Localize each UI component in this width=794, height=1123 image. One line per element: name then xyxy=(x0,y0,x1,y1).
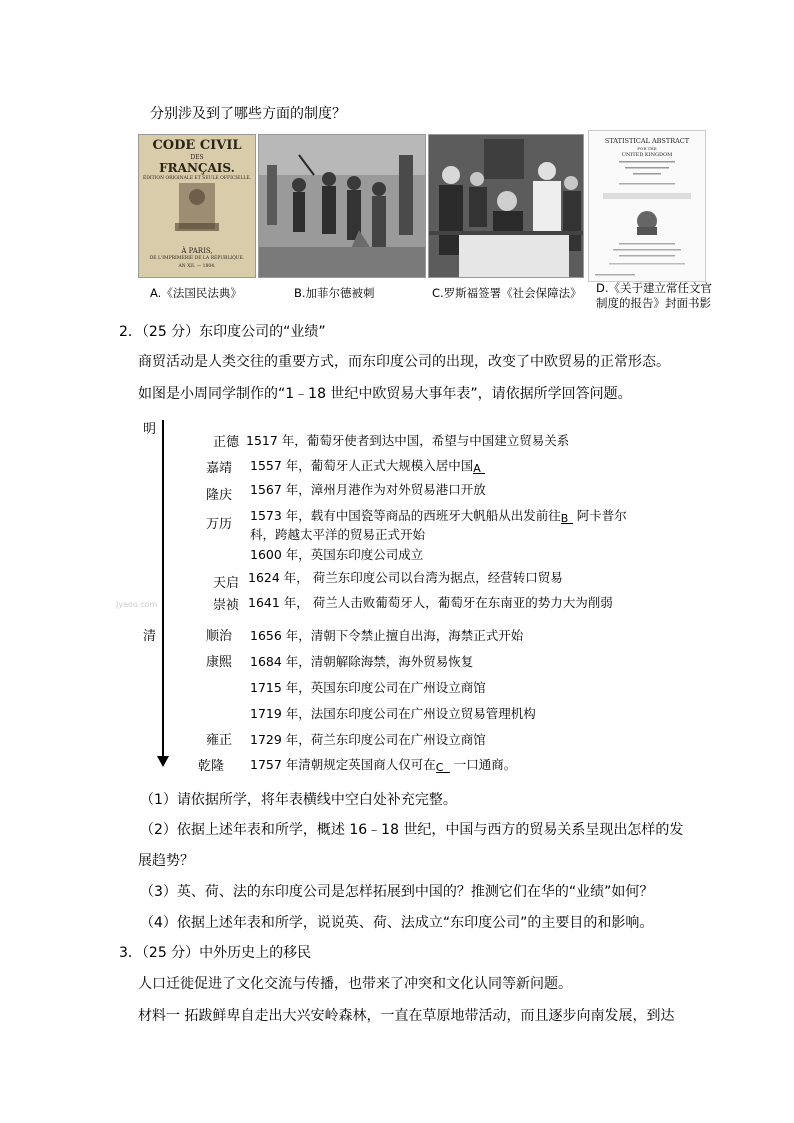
event-1600: 1600 年，英国东印度公司成立 xyxy=(250,547,424,562)
era-tianqi: 天启 xyxy=(213,576,240,591)
image-roosevelt xyxy=(428,134,584,278)
question-2-line2: 展趋势？ xyxy=(138,853,194,869)
stat-cover-details xyxy=(589,131,705,281)
garfield-engraving xyxy=(259,135,425,277)
event-1573 xyxy=(250,507,627,525)
blank-c-label: C xyxy=(435,761,444,774)
image-garfield xyxy=(258,134,426,278)
question-3: （3）英、荷、法的东印度公司是怎样拓展到中国的？推测它们在华的“业绩”如何？ xyxy=(140,884,654,900)
q3-heading: 3．（25 分）中外历史上的移民 xyxy=(119,945,312,961)
caption-a: A.《法国民法典》 xyxy=(150,286,242,300)
roosevelt-photo xyxy=(429,135,583,277)
code-civil-place: À PARIS, xyxy=(181,247,213,255)
question-4: （4）依据上述年表和所学，说说英、荷、法成立“东印度公司”的主要目的和影响。 xyxy=(140,915,654,931)
era-wanli: 万历 xyxy=(206,517,233,532)
event-1684: 1684 年，清朝解除海禁，海外贸易恢复 xyxy=(250,654,474,669)
image-statistical-abstract xyxy=(588,130,706,282)
event-1517: 1517 年，葡萄牙使者到达中国，希望与中国建立贸易关系 xyxy=(246,433,570,448)
event-1573-text: 1573 年，载有中国瓷等商品的西班牙大帆船从出发前往 xyxy=(250,508,561,523)
watermark: Jyeoo.com xyxy=(116,600,158,609)
event-1573-text-after: 阿卡普尔 xyxy=(572,508,627,523)
event-1656: 1656 年，清朝下令禁止擅自出海，海禁正式开始 xyxy=(250,628,524,643)
event-1557-text: 1557 年，葡萄牙人正式大规模入居中国 xyxy=(250,458,474,473)
code-civil-printer: DE L'IMPRIMERIE DE LA RÉPUBLIQUE. xyxy=(149,256,245,261)
blank-a xyxy=(473,459,485,474)
q2-paragraph-1: 商贸活动是人类交往的重要方式，而东印度公司的出现，改变了中欧贸易的正常形态。 xyxy=(138,354,670,370)
caption-b: B.加菲尔德被刺 xyxy=(294,286,375,300)
era-kangxi: 康熙 xyxy=(206,655,233,670)
q3-paragraph-1: 人口迁徙促进了文化交流与传播，也带来了冲突和文化认同等新问题。 xyxy=(138,976,572,992)
code-civil-title-1: CODE CIVIL xyxy=(152,138,242,153)
dynasty-qing: 清 xyxy=(143,629,157,644)
q2-heading: 2．（25 分）东印度公司的“业绩” xyxy=(119,324,326,340)
era-zhengde: 正德 xyxy=(213,435,240,450)
era-longqing: 隆庆 xyxy=(206,488,233,503)
era-qianlong: 乾隆 xyxy=(198,759,225,774)
event-1757 xyxy=(250,756,516,774)
code-civil-year: AN XII. — 1804. xyxy=(178,264,216,269)
code-civil-title-3: FRANÇAIS. xyxy=(159,161,235,175)
blank-c xyxy=(436,758,450,773)
caption-d-line2: 制度的报告》封面书影 xyxy=(596,296,711,310)
event-1757-text: 1757 年清朝规定英国商人仅可在 xyxy=(250,757,436,772)
event-1715: 1715 年，英国东印度公司在广州设立商馆 xyxy=(250,680,486,695)
event-1729: 1729 年，荷兰东印度公司在广州设立商馆 xyxy=(250,732,486,747)
q3-paragraph-2: 材料一 拓跋鲜卑自走出大兴安岭森林，一直在草原地带活动，而且逐步向南发展，到达 xyxy=(138,1008,675,1024)
blank-b xyxy=(561,509,573,524)
event-1567: 1567 年，漳州月港作为对外贸易港口开放 xyxy=(250,482,486,497)
era-yongzheng: 雍正 xyxy=(206,733,233,748)
event-1641: 1641 年， 荷兰人击败葡萄牙人，葡萄牙在东南亚的势力大为削弱 xyxy=(248,595,613,610)
question-2-line1: （2）依据上述年表和所学，概述 16﹣18 世纪，中国与西方的贸易关系呈现出怎样的发 xyxy=(140,822,684,838)
stat-title-2: FOR THE xyxy=(637,146,657,151)
timeline-arrow-icon xyxy=(157,756,169,768)
stat-title-1: STATISTICAL ABSTRACT xyxy=(604,137,690,145)
stat-title-3: UNITED KINGDOM xyxy=(621,152,673,158)
code-civil-title-2: DES xyxy=(190,154,204,161)
event-1573-line2: 科，跨越太平洋的贸易正式开始 xyxy=(250,527,426,542)
q2-paragraph-2: 如图是小周同学制作的“1﹣18 世纪中欧贸易大事年表”，请依据所学回答问题。 xyxy=(138,386,632,402)
event-1757-text-after: 一口通商。 xyxy=(449,757,517,772)
caption-c: C.罗斯福签署《社会保障法》 xyxy=(432,286,582,300)
question-1: （1）请依据所学，将年表横线中空白处补充完整。 xyxy=(140,792,457,808)
caption-d-line1: D.《关于建立常任文官 xyxy=(596,281,713,295)
event-1719: 1719 年，法国东印度公司在广州设立贸易管理机构 xyxy=(250,706,536,721)
code-civil-sub: ÉDITION ORIGINALE ET SEULE OFFICIELLE. xyxy=(142,176,252,181)
era-chongzhen: 崇祯 xyxy=(213,598,240,613)
event-1624: 1624 年， 荷兰东印度公司以台湾为据点，经营转口贸易 xyxy=(248,570,563,585)
blank-a-label: A xyxy=(473,462,481,475)
blank-b-label: B xyxy=(560,512,569,525)
intro-line: 分别涉及到了哪些方面的制度？ xyxy=(150,106,346,122)
image-code-civil xyxy=(138,134,256,278)
era-jiajing: 嘉靖 xyxy=(206,461,233,476)
era-shunzhi: 顺治 xyxy=(206,629,233,644)
event-1557 xyxy=(250,457,485,475)
timeline-axis xyxy=(162,420,164,760)
dynasty-ming: 明 xyxy=(143,422,157,437)
